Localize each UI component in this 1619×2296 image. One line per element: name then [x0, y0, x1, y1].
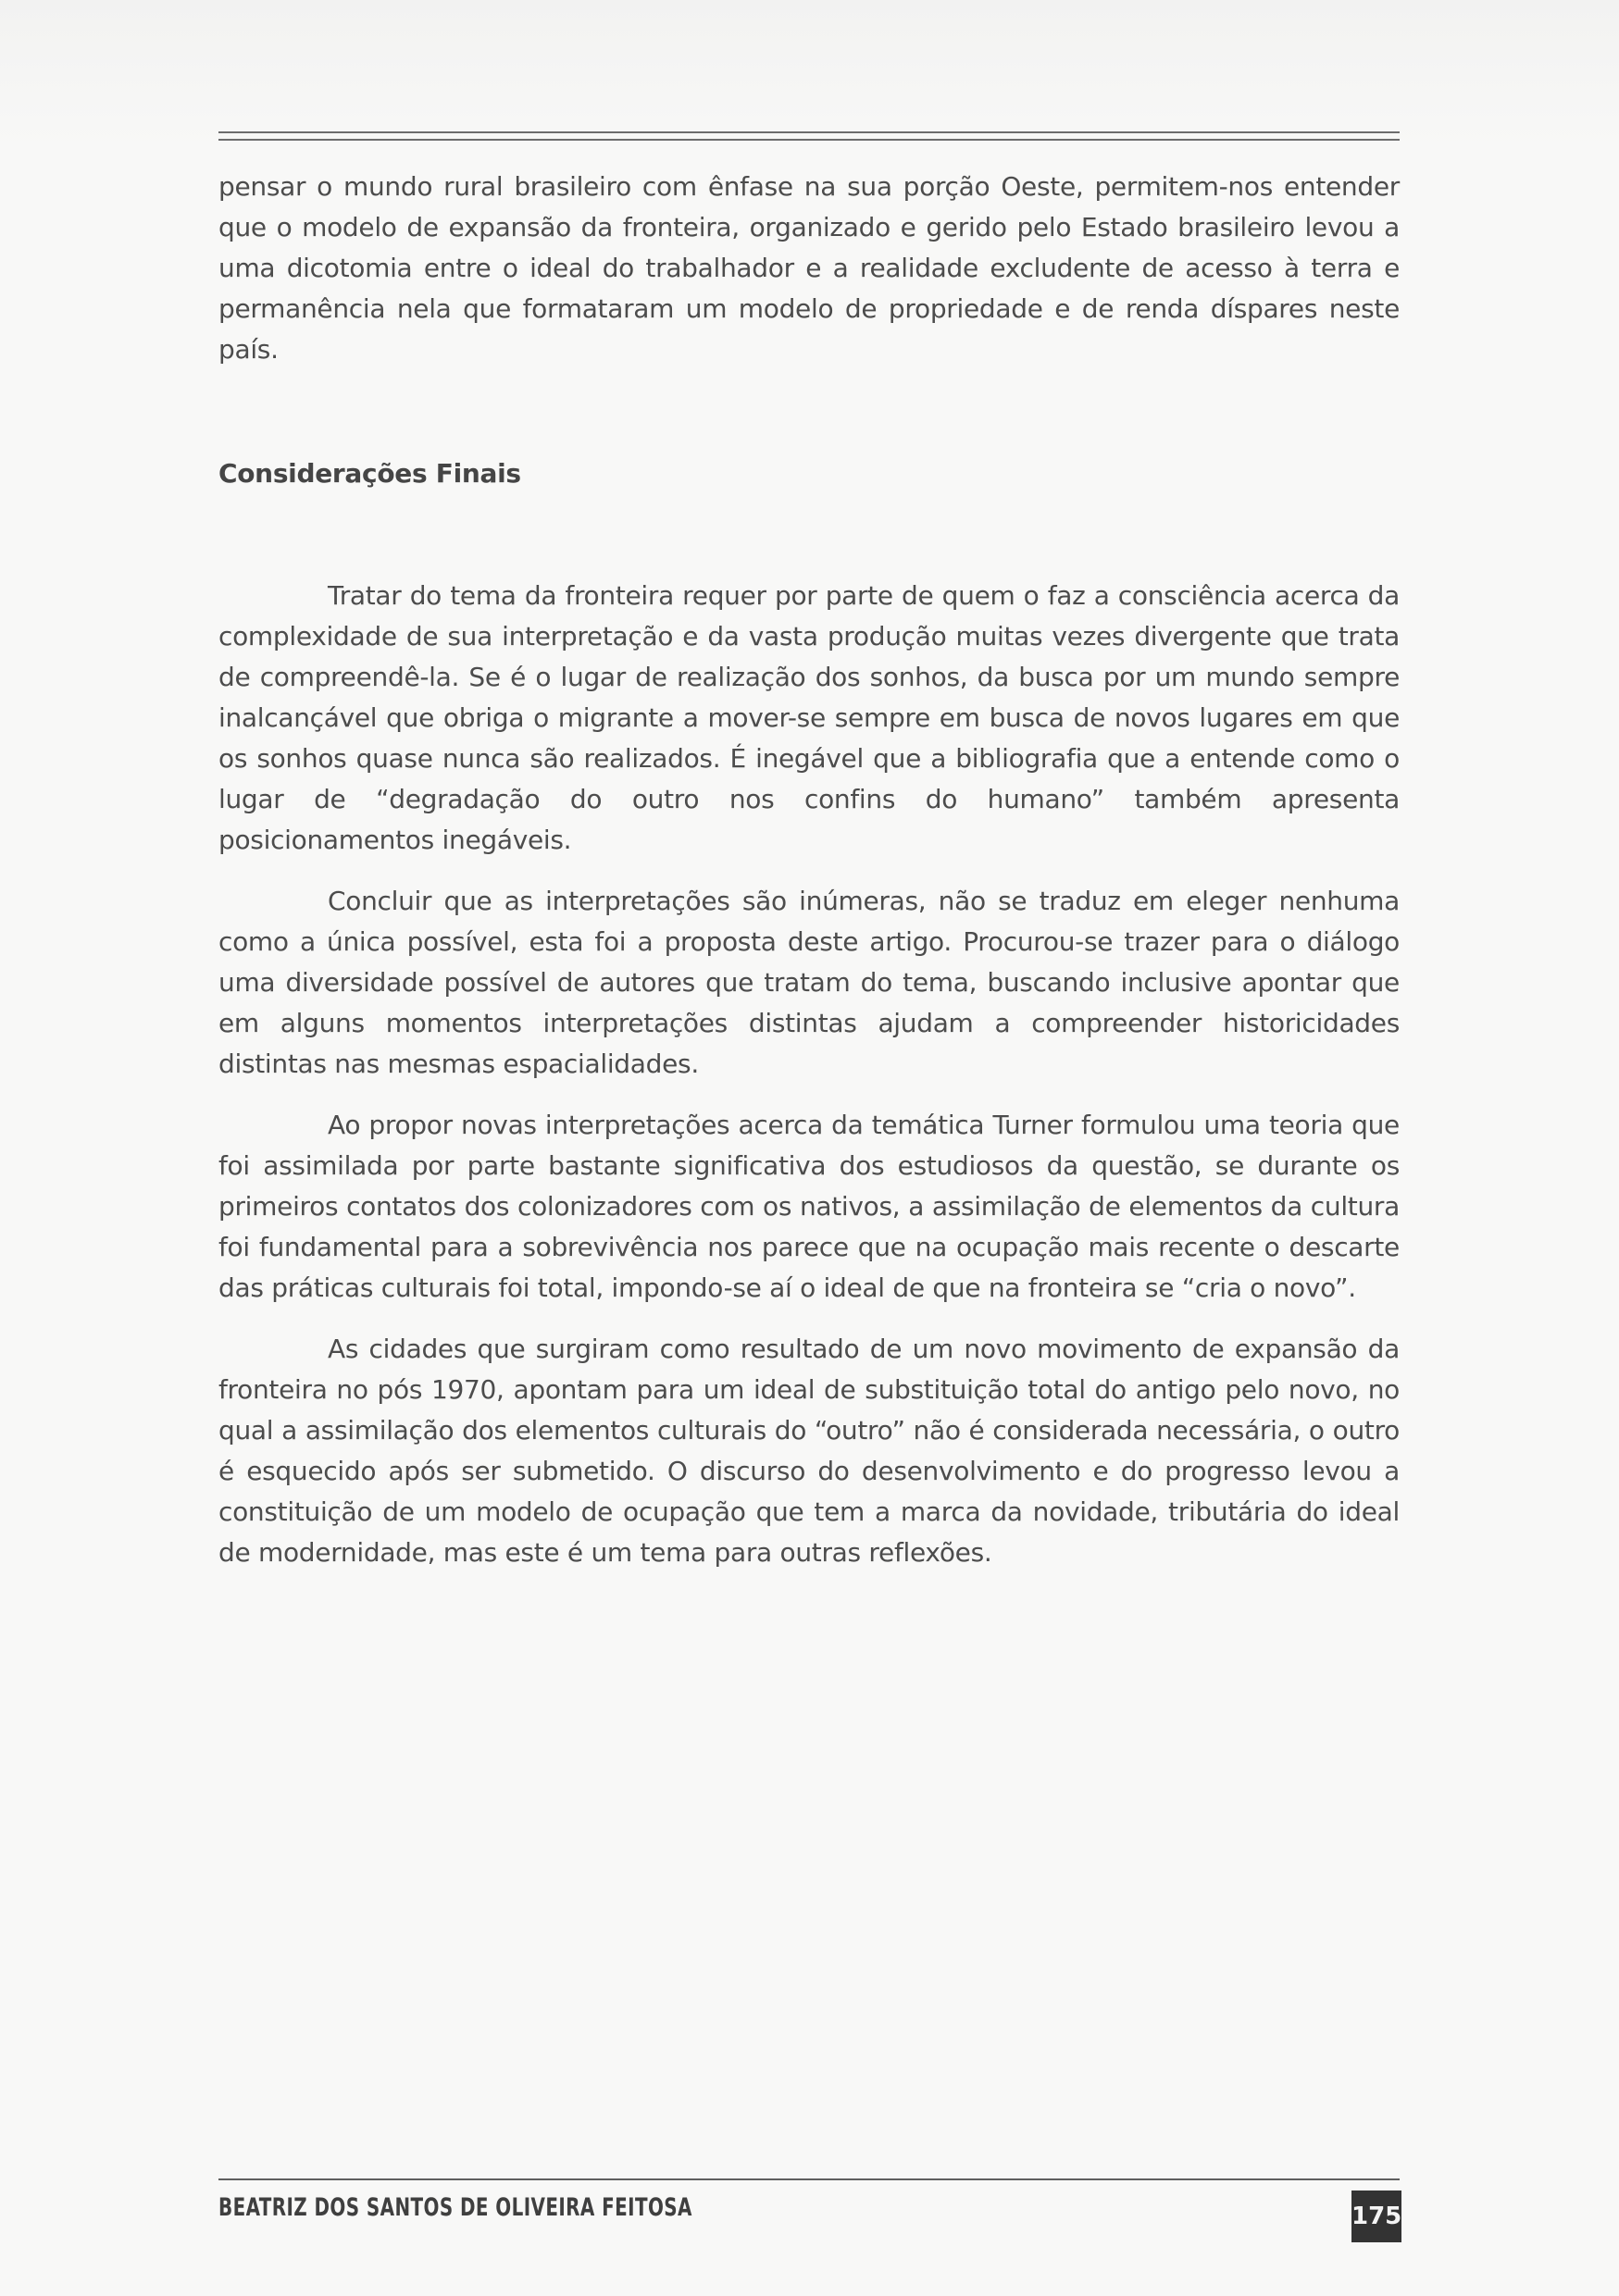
header-double-rule [218, 131, 1400, 141]
paragraph: As cidades que surgiram como resultado de um novo movimento de expansão da fronteira no pós 1970, apontam para um ideal de substituição total do antigo pelo novo, no qual a assimilação dos elementos culturais do “outro” não é considerada necessária, o outro é esquecido após ser submetido. O discurso do desenvolvimento e do progresso levou a constituição de um modelo de ocupação que tem a marca da novidade, tributária do ideal de modernidade, mas este é um tema para outras reflexões. [218, 1334, 1400, 1568]
section-heading: Considerações Finais [218, 458, 521, 489]
paragraph: Concluir que as interpretações são inúmeras, não se traduz em eleger nenhuma como a única possível, esta foi a proposta deste artigo. Procurou-se trazer para o diálogo uma diversidade possível de autores que tratam do tema, buscando inclusive apontar que em alguns momentos interpretações distintas ajudam a compreender historicidades distintas nas mesmas espacialidades. [218, 886, 1400, 1079]
footer-rule [218, 2178, 1400, 2180]
page-number-badge: 175 [1351, 2191, 1401, 2242]
paragraph: Ao propor novas interpretações acerca da temática Turner formulou uma teoria que foi assimilada por parte bastante significativa dos estudiosos da questão, se durante os primeiros contatos dos colonizadores com os nativos, a assimilação de elementos da cultura foi fundamental para a sobrevivência nos parece que na ocupação mais recente o descarte das práticas culturais foi total, impondo-se aí o ideal de que na fronteira se “cria o novo”. [218, 1110, 1400, 1303]
footer-author-name: BEATRIZ DOS SANTOS DE OLIVEIRA FEITOSA [218, 2193, 692, 2222]
paragraph-intro: pensar o mundo rural brasileiro com ênfase na sua porção Oeste, permitem-nos entender que o modelo de expansão da fronteira, organizado e gerido pelo Estado brasileiro levou a uma dicotomia entre o ideal do trabalhador e a realidade excludente de acesso à terra e permanência nela que formataram um modelo de propriedade e de renda díspares neste país. [218, 171, 1400, 365]
article-body [218, 167, 1400, 1573]
paragraph: Tratar do tema da fronteira requer por parte de quem o faz a consciência acerca da complexidade de sua interpretação e da vasta produção muitas vezes divergente que trata de compreendê-la. Se é o lugar de realização dos sonhos, da busca por um mundo sempre inalcançável que obriga o migrante a mover-se sempre em busca de novos lugares em que os sonhos quase nunca são realizados. É inegável que a bibliografia que a entende como o lugar de “degradação do outro nos confins do humano” também apresenta posicionamentos inegáveis. [218, 580, 1400, 855]
